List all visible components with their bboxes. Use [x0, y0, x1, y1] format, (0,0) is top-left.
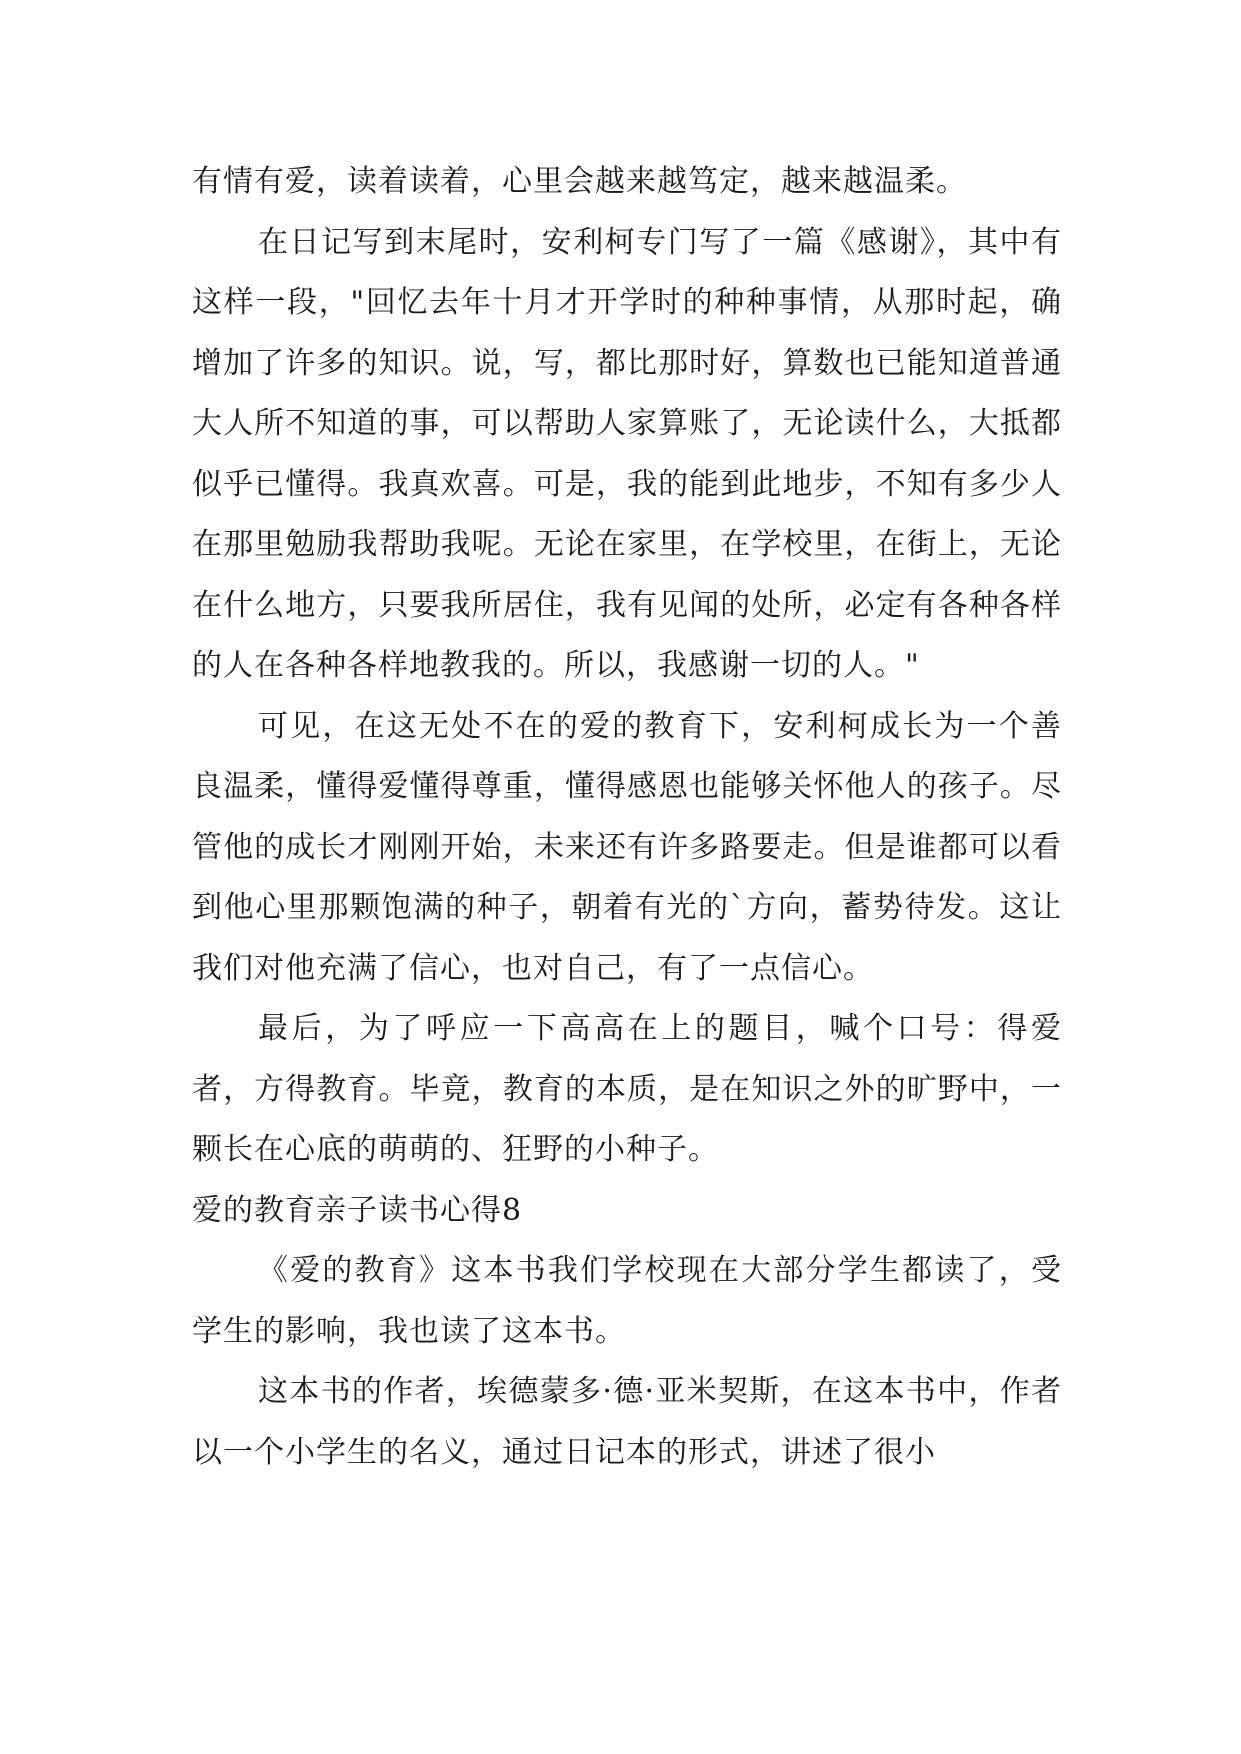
paragraph-author: 这本书的作者，埃德蒙多·德·亚米契斯，在这本书中，作者以一个小学生的名义，通过日记本的形式，讲述了很小: [192, 1374, 1062, 1470]
document-body: [192, 152, 1062, 1483]
paragraph-intro: 《爱的教育》这本书我们学校现在大部分学生都读了，受学生的影响，我也读了这本书。: [192, 1253, 1062, 1349]
paragraph-continuation: 有情有爱，读着读着，心里会越来越笃定，越来越温柔。: [192, 164, 967, 199]
paragraph-conclusion: 最后，为了呼应一下高高在上的题目，喊个口号：得爱者，方得教育。毕竟，教育的本质，是在知识之外的旷野中，一颗长在心底的萌萌的、狂野的小种子。: [192, 1011, 1062, 1167]
paragraph-thanks-diary: 在日记写到末尾时，安利柯专门写了一篇《感谢》，其中有这样一段，"回忆去年十月才开学时的种种事情，从那时起，确增加了许多的知识。说，写，都比那时好，算数也已能知道普通大人所不知道的事，可以帮助人家算账了，无论读什么，大抵都似乎已懂得。我真欢喜。可是，我的能到此地步，不知有多少人在那里勉励我帮助我呢。无论在家里，在学校里，在街上，无论在什么地方，只要我所居住，我有见闻的处所，必定有各种各样的人在各种各样地教我的。所以，我感谢一切的人。": [192, 224, 1062, 683]
paragraph-growth: 可见，在这无处不在的爱的教育下，安利柯成长为一个善良温柔，懂得爱懂得尊重，懂得感恩也能够关怀他人的孩子。尽管他的成长才刚刚开始，未来还有许多路要走。但是谁都可以看到他心里那颗饱满的种子，朝着有光的`方向，蓄势待发。这让我们对他充满了信心，也对自己，有了一点信心。: [192, 708, 1062, 986]
section-heading: 爱的教育亲子读书心得8: [192, 1192, 523, 1228]
